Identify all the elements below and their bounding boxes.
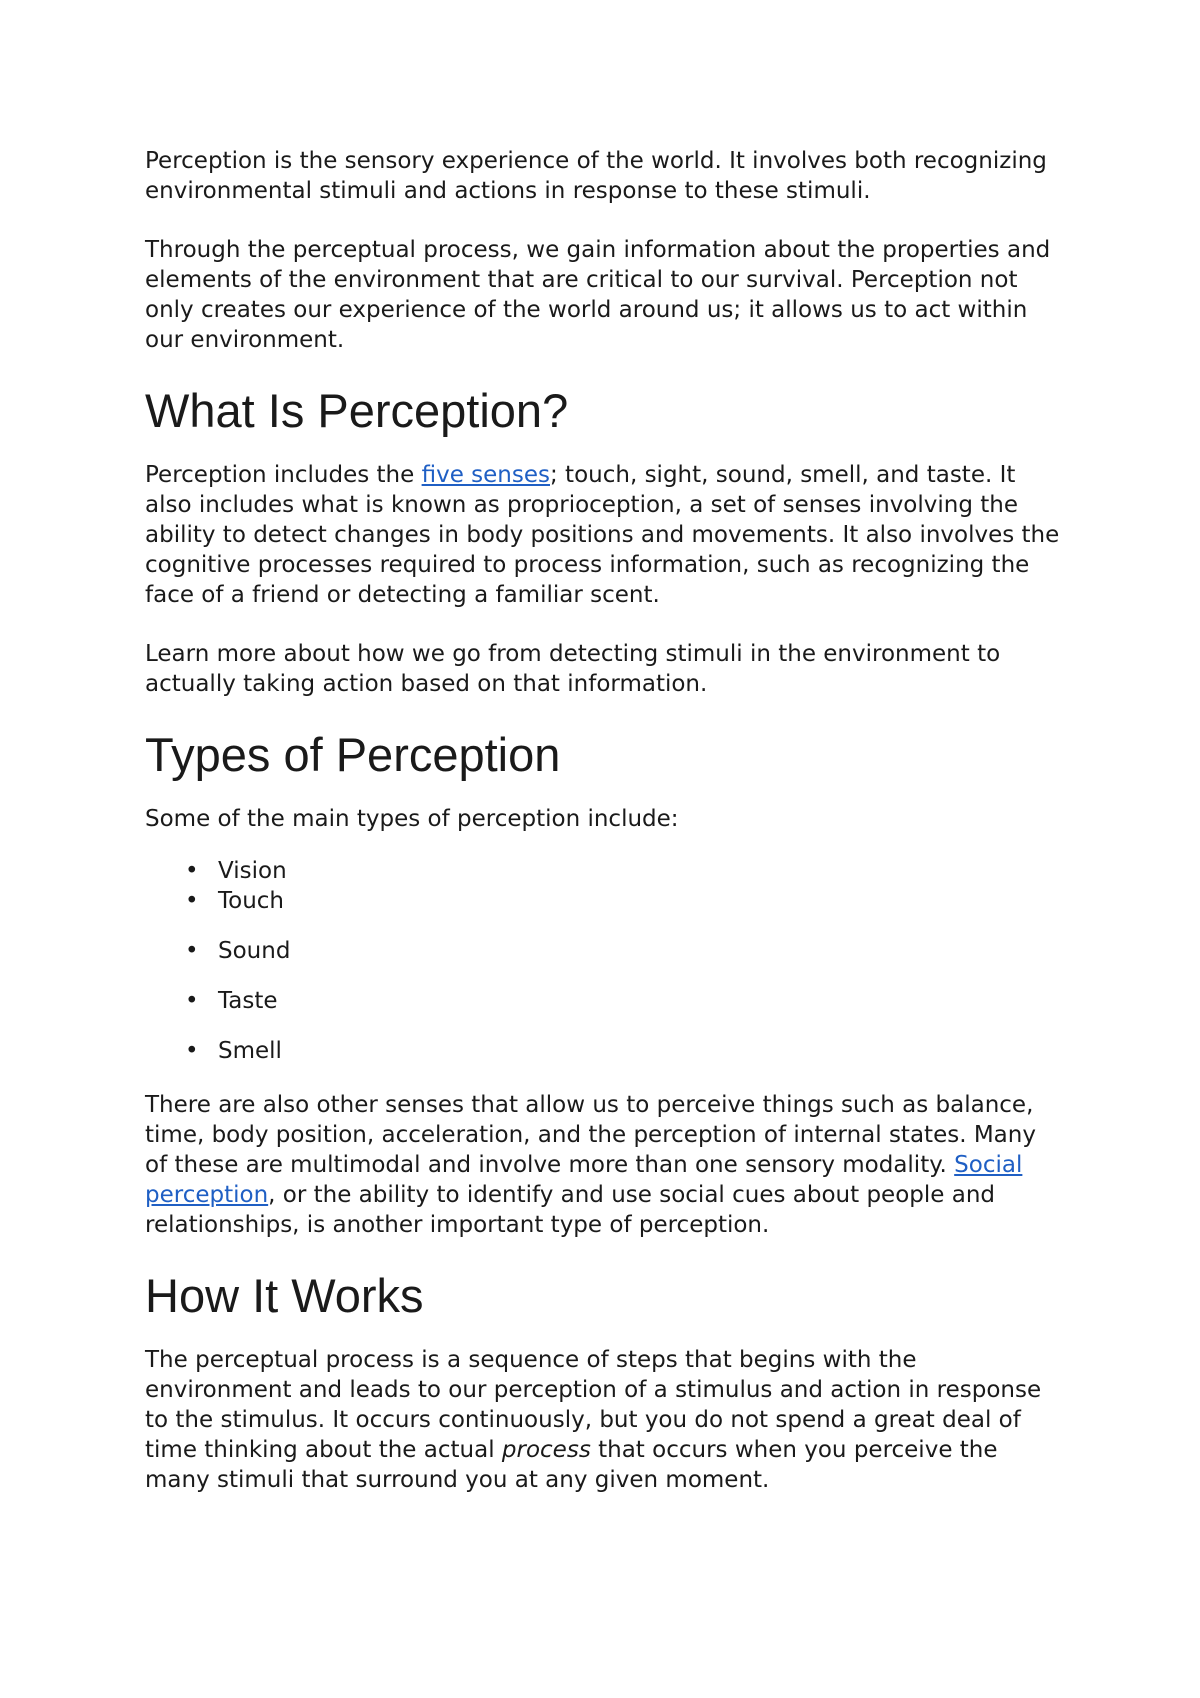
how-text-after-emphasis: that occurs when you perceive the many stimuli that surround you at any given moment. xyxy=(145,1437,998,1493)
list-item-smell xyxy=(185,1036,1065,1066)
how-text-before-emphasis: The perceptual process is a sequence of steps that begins with the environment and leads to our perception of a stimulus and action in response to the stimulus. It occurs continuously, but you do not spend a great deal of time thinking about the actual xyxy=(145,1347,1042,1463)
list-item-touch xyxy=(185,886,1065,916)
five-senses-link[interactable]: five senses xyxy=(421,462,550,488)
bullet-icon: • xyxy=(185,988,199,1014)
list-item-sound xyxy=(185,936,1065,966)
list-item-label: Touch xyxy=(218,888,285,914)
bullet-icon: • xyxy=(185,938,199,964)
what-is-text-before-link: Perception includes the xyxy=(145,462,422,488)
types-paragraph xyxy=(145,1090,1065,1240)
heading-how-it-works: How It Works xyxy=(145,1269,424,1322)
how-paragraph xyxy=(145,1345,1065,1495)
intro-paragraph-1: Perception is the sensory experience of the world. It involves both recognizing environmental stimuli and actions in response to these stimuli. xyxy=(145,148,1047,204)
bullet-icon: • xyxy=(185,888,199,914)
what-is-text-after-link: ; touch, sight, sound, smell, and taste. It also includes what is known as proprioception, a set of senses involving the ability to detect changes in body positions and movements. It also involves the cognitive processes required to process information, such as recognizing the face of a friend or detecting a familiar scent. xyxy=(145,462,1060,608)
list-item-label: Vision xyxy=(218,858,287,884)
process-emphasis: process xyxy=(501,1437,591,1463)
types-text-after-link: , or the ability to identify and use social cues about people and relationships, is another important type of perception. xyxy=(145,1182,995,1238)
list-item-label: Smell xyxy=(218,1038,282,1064)
intro-paragraph-2: Through the perceptual process, we gain information about the properties and elements of the environment that are critical to our survival. Perception not only creates our experience of the world around us; it allows us to act within our environment. xyxy=(145,237,1051,353)
list-item-label: Sound xyxy=(218,938,291,964)
list-item-label: Taste xyxy=(218,988,278,1014)
social-perception-link[interactable]: Social perception xyxy=(145,1152,1023,1208)
types-intro: Some of the main types of perception include: xyxy=(145,806,679,832)
types-text-before-link: There are also other senses that allow us to perceive things such as balance, time, body position, acceleration, and the perception of internal states. Many of these are multimodal and involve more than one sensory modality. xyxy=(145,1092,1036,1178)
document-page xyxy=(145,146,1065,1524)
list-item-taste xyxy=(185,986,1065,1016)
bullet-icon: • xyxy=(185,1038,199,1064)
what-is-paragraph-1 xyxy=(145,460,1065,610)
list-item-vision xyxy=(185,856,1065,886)
types-list xyxy=(145,856,1065,1066)
heading-types-of-perception: Types of Perception xyxy=(145,728,561,781)
what-is-paragraph-2: Learn more about how we go from detecting stimuli in the environment to actually taking action based on that information. xyxy=(145,641,1001,697)
bullet-icon: • xyxy=(185,858,199,884)
heading-what-is-perception: What Is Perception? xyxy=(145,384,569,437)
